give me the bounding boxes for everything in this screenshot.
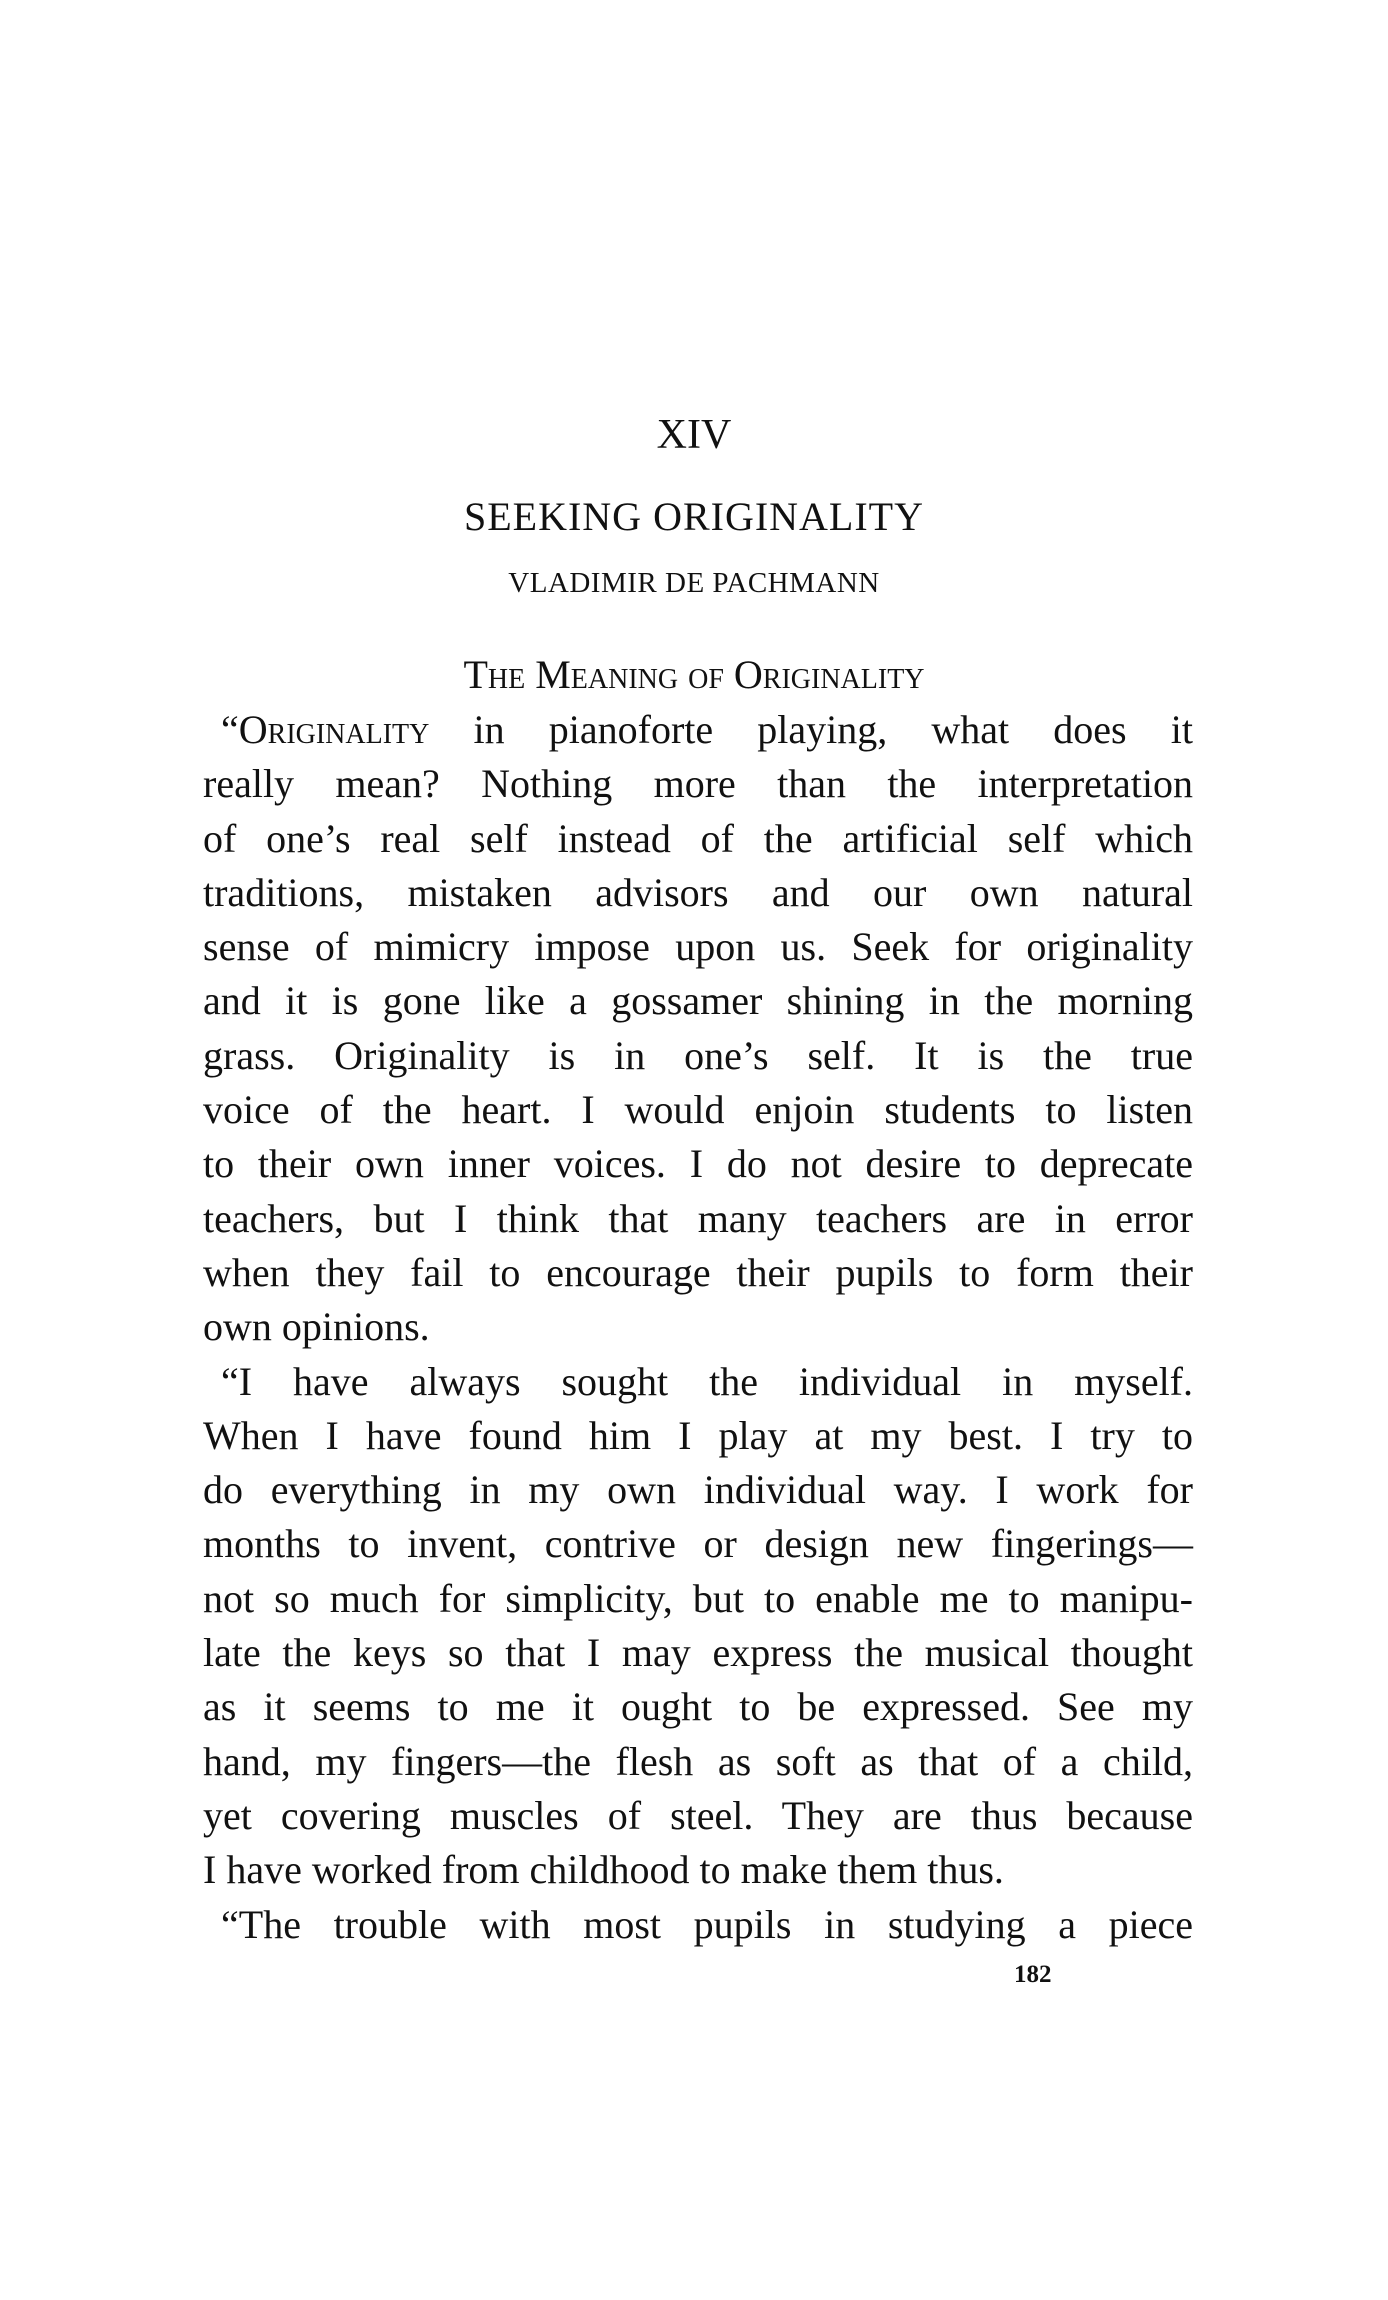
chapter-number: XIV	[656, 412, 732, 458]
text-line: really mean? Nothing more than the interpretation	[203, 761, 1193, 807]
paragraph-2	[203, 1355, 1193, 1898]
section-heading: The Meaning of Originality	[463, 652, 925, 697]
text-line: of one’s real self instead of the artificial self which	[203, 815, 1193, 861]
chapter-title: SEEKING ORIGINALITY	[463, 494, 925, 539]
paragraph-1	[203, 703, 1193, 1355]
text-line: “Originality in pianoforte playing, what does it	[221, 707, 1193, 752]
text-line: sense of mimicry impose upon us. Seek for originality	[203, 924, 1193, 970]
text-line: grass. Originality is in one’s self. It is the true	[203, 1032, 1193, 1078]
text-line: when they fail to encourage their pupils to form their	[203, 1249, 1193, 1295]
lead-word: “Originality	[221, 707, 430, 752]
text-line: not so much for simplicity, but to enable me to manipu-	[203, 1575, 1193, 1621]
body-text	[203, 703, 1193, 1952]
text-line: late the keys so that I may express the musical thought	[203, 1630, 1193, 1676]
text-line: “I have always sought the individual in myself.	[221, 1358, 1193, 1404]
text-line: When I have found him I play at my best. I try to	[203, 1412, 1193, 1458]
page-number: 182	[1014, 1961, 1052, 1988]
text-line: own opinions.	[203, 1304, 430, 1350]
text-line: teachers, but I think that many teachers are in error	[203, 1195, 1193, 1241]
text-line: voice of the heart. I would enjoin students to listen	[203, 1087, 1193, 1133]
text-line: as it seems to me it ought to be expressed. See my	[203, 1684, 1193, 1730]
text-line: do everything in my own individual way. I work for	[203, 1467, 1193, 1513]
text-line: I have worked from childhood to make them thus.	[203, 1847, 1004, 1893]
text-line: yet covering muscles of steel. They are thus because	[203, 1792, 1193, 1838]
chapter-author: VLADIMIR DE PACHMANN	[508, 567, 880, 599]
text-line: “The trouble with most pupils in studying a piece	[221, 1901, 1193, 1947]
text-line: hand, my fingers—the flesh as soft as that of a child,	[203, 1738, 1193, 1784]
text-line: traditions, mistaken advisors and our own natural	[203, 869, 1193, 915]
paragraph-3	[203, 1898, 1193, 1952]
text-line: months to invent, contrive or design new fingerings—	[203, 1521, 1193, 1567]
text-line: to their own inner voices. I do not desire to deprecate	[203, 1141, 1193, 1187]
text-line: and it is gone like a gossamer shining in the morning	[203, 978, 1193, 1024]
